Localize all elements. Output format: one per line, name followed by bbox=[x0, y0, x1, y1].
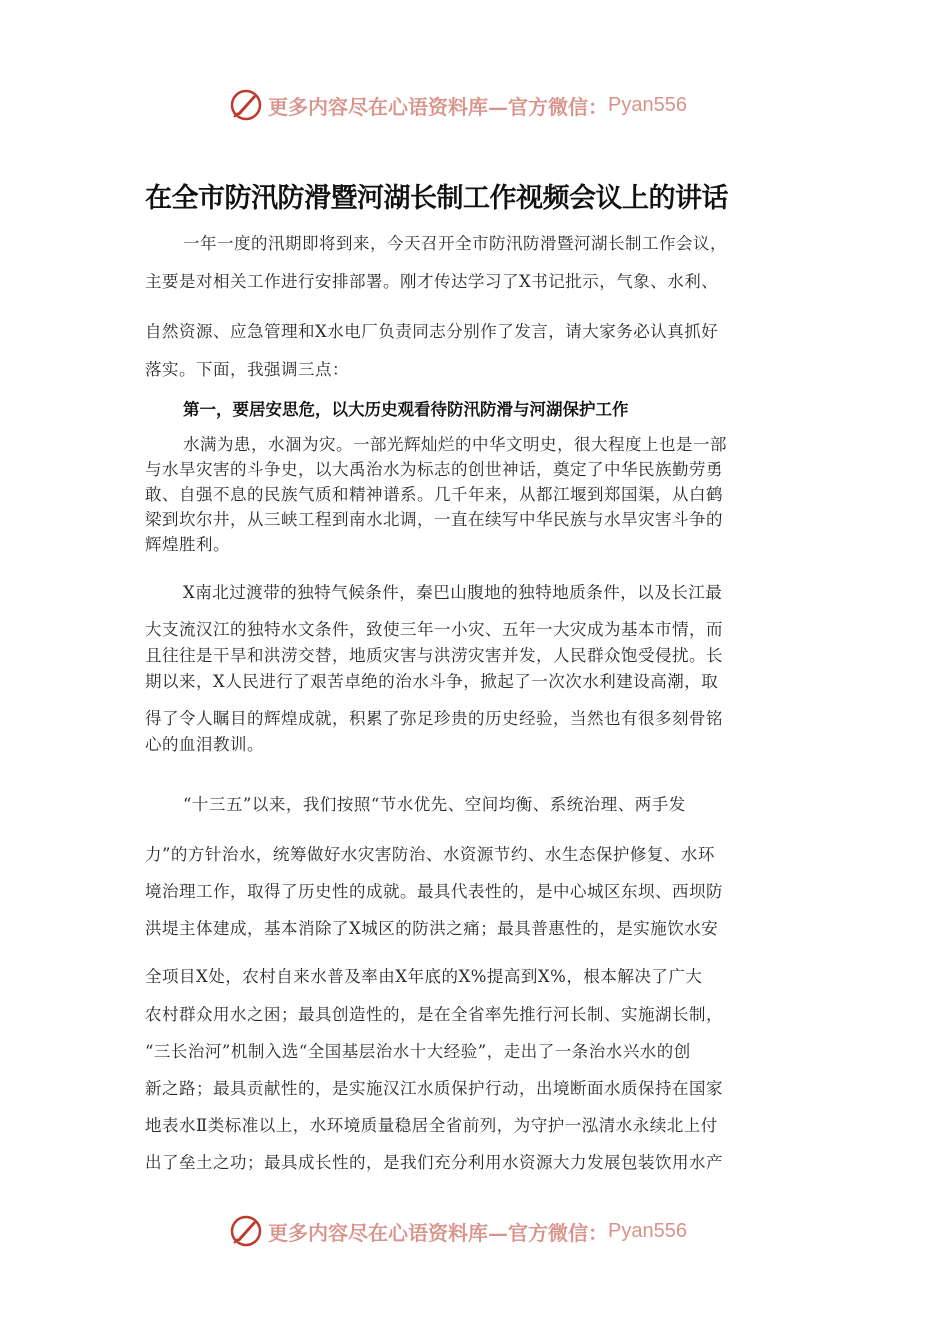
text-line: 主要是对相关工作进行安排部署。刚才传达学习了X书记批示，气象、水利、 bbox=[145, 272, 719, 291]
text-line: 力”的方针治水，统筹做好水灾害防治、水资源节约、水生态保护修复、水环 bbox=[145, 845, 715, 864]
text-line: 辉煌胜利。 bbox=[145, 535, 230, 554]
watermark-header bbox=[228, 85, 687, 125]
watermark-footer bbox=[228, 1211, 687, 1251]
text-line: 大支流汉江的独特水文条件，致使三年一小灾、五年一大灾成为基本市情，而 bbox=[145, 620, 723, 639]
paragraph-history bbox=[145, 431, 807, 556]
section-heading-1: 第一，要居安思危，以大历史观看待防汛防滑与河湖保护工作 bbox=[183, 400, 629, 419]
quill-logo-icon bbox=[228, 1213, 264, 1249]
text-line: 与水旱灾害的斗争史，以大禹治水为标志的创世神话，奠定了中华民族勤劳勇 bbox=[145, 460, 723, 479]
quill-logo-icon bbox=[228, 87, 264, 123]
text-line: 敢、自强不息的民族气质和精神谱系。几千年来，从都江堰到郑国渠，从白鹤 bbox=[145, 485, 723, 504]
text-line: 得了令人瞩目的辉煌成就，积累了弥足珍贵的历史经验，当然也有很多刻骨铭 bbox=[145, 709, 723, 728]
text-line: 农村群众用水之困；最具创造性的，是在全省率先推行河长制、实施湖长制， bbox=[145, 1005, 723, 1024]
text-line: “十三五”以来，我们按照“节水优先、空间均衡、系统治理、两手发 bbox=[183, 795, 686, 814]
watermark-text: 更多内容尽在心语资料库—官方微信： bbox=[268, 1220, 608, 1245]
text-line: 且往往是干旱和洪涝交替，地质灾害与洪涝灾害并发，人民群众饱受侵扰。长 bbox=[145, 646, 723, 665]
text-line: “三长治河”机制入选“全国基层治水十大经验”，走出了一条治水兴水的创 bbox=[145, 1042, 691, 1061]
text-line: 一年一度的汛期即将到来，今天召开全市防汛防滑暨河湖长制工作会议， bbox=[183, 234, 727, 253]
paragraph-conditions bbox=[145, 579, 807, 757]
watermark-text: 更多内容尽在心语资料库—官方微信： bbox=[268, 94, 608, 119]
text-line: 水满为患，水涸为灾。一部光辉灿烂的中华文明史，很大程度上也是一部 bbox=[183, 435, 727, 454]
paragraph-achievements bbox=[145, 791, 807, 1179]
text-line: 出了垒土之功；最具成长性的，是我们充分利用水资源大力发展包装饮用水产 bbox=[145, 1153, 723, 1172]
document-title: 在全市防汛防滑暨河湖长制工作视频会议上的讲话 bbox=[145, 183, 728, 214]
text-line: 境治理工作，取得了历史性的成就。最具代表性的，是中心城区东坝、西坝防 bbox=[145, 882, 723, 901]
paragraph-intro bbox=[145, 230, 807, 386]
text-line: 地表水Ⅱ类标准以上，水环境质量稳居全省前列，为守护一泓清水永续北上付 bbox=[145, 1116, 718, 1135]
text-line: 全项目X处，农村自来水普及率由X年底的X%提高到X%，根本解决了广大 bbox=[145, 967, 703, 986]
text-line: 期以来，X人民进行了艰苦卓绝的治水斗争，掀起了一次次水利建设高潮，取 bbox=[145, 672, 719, 691]
watermark-wechat-id: Pyan556 bbox=[608, 1219, 687, 1242]
text-line: 落实。下面，我强调三点： bbox=[145, 360, 349, 379]
text-line: 心的血泪教训。 bbox=[145, 735, 264, 754]
watermark-wechat-id: Pyan556 bbox=[608, 93, 687, 116]
text-line: 洪堤主体建成，基本消除了X城区的防洪之痛；最具普惠性的，是实施饮水安 bbox=[145, 919, 719, 938]
text-line: 自然资源、应急管理和X水电厂负责同志分别作了发言，请大家务必认真抓好 bbox=[145, 322, 719, 341]
text-line: 新之路；最具贡献性的，是实施汉江水质保护行动，出境断面水质保持在国家 bbox=[145, 1079, 723, 1098]
text-line: X南北过渡带的独特气候条件，秦巴山腹地的独特地质条件，以及长江最 bbox=[183, 583, 723, 602]
text-line: 梁到坎尔井，从三峡工程到南水北调，一直在续写中华民族与水旱灾害斗争的 bbox=[145, 510, 723, 529]
